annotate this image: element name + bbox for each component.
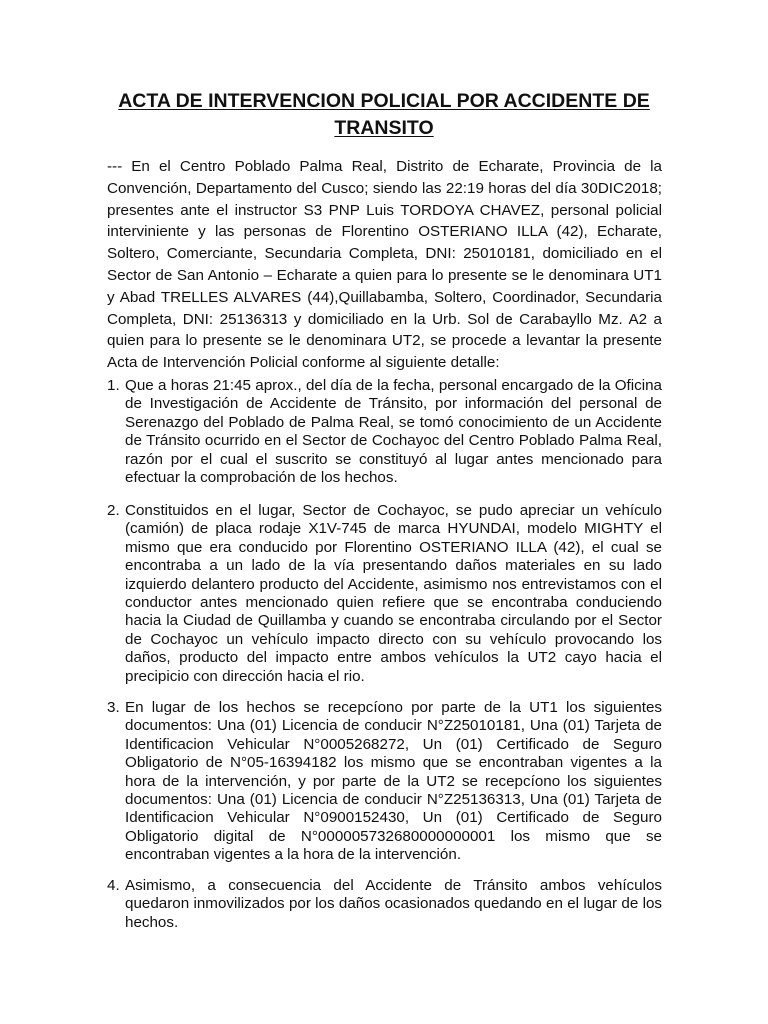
- list-item-text: Que a horas 21:45 aprox., del día de la fecha, personal encargado de la Oficina de Investigación de Accidente de Tránsito, por información del personal de Serenazgo del Poblado de Palma Real, se tomó conocimiento de un Accidente de Tránsito ocurrido en el Sector de Cochayoc del Centro Poblado Palma Real, razón por el cual el suscrito se constituyó al lugar antes mencionado para efectuar la comprobación de los hechos.: [125, 377, 662, 487]
- list-item-text: Constituidos en el lugar, Sector de Cochayoc, se pudo apreciar un vehículo (camión) de placa rodaje X1V-745 de marca HYUNDAI, modelo MIGHTY el mismo que era conducido por Florentino OSTERIANO ILLA (42), el cual se encontraba a un lado de la vía presentando daños materiales en su lado izquierdo delantero producto del Accidente, asimismo nos entrevistamos con el conductor antes mencionado quien refiere que se encontraba conduciendo hacia la Ciudad de Quillamba y cuando se encontraba circulando por el Sector de Cochayoc un vehículo impacto directo con su vehículo provocando los daños, producto del impacto entre ambos vehículos la UT2 cayo hacia el precipicio con dirección hacia el rio.: [125, 502, 662, 685]
- list-item-number: 3.: [107, 699, 120, 716]
- intro-paragraph: --- En el Centro Poblado Palma Real, Distrito de Echarate, Provincia de la Convención, Departamento del Cusco; siendo las 22:19 horas del día 30DIC2018; presentes ante el instructor S3 PNP Luis TORDOYA CHAVEZ, personal policial interviniente y las personas de Florentino OSTERIANO ILLA (42), Echarate, Soltero, Comerciante, Secundaria Completa, DNI: 25010181, domiciliado en el Sector de San Antonio – Echarate a quien para lo presente se le denominara UT1 y Abad TRELLES ALVARES (44),Quillabamba, Soltero, Coordinador, Secundaria Completa, DNI: 25136313 y domiciliado en la Urb. Sol de Carabayllo Mz. A2 a quien para lo presente se le denominara UT2, se procede a levantar la presente Acta de Intervención Policial conforme al siguiente detalle:: [107, 158, 662, 372]
- list-item-text: Asimismo, a consecuencia del Accidente de Tránsito ambos vehículos quedaron inmovilizados por los daños ocasionados quedando en el lugar de los hechos.: [125, 877, 662, 931]
- list-item-number: 1.: [107, 377, 120, 394]
- document-title: ACTA DE INTERVENCION POLICIAL POR ACCIDENTE DE TRANSITO: [118, 90, 650, 139]
- list-item-number: 2.: [107, 502, 120, 519]
- list-item: [107, 699, 662, 865]
- list-item: [107, 877, 662, 932]
- list-item: [107, 377, 662, 487]
- list-item: [107, 502, 662, 686]
- list-item-number: 4.: [107, 877, 120, 894]
- list-item-text: En lugar de los hechos se recepcíono por parte de la UT1 los siguientes documentos: Una (01) Licencia de conducir N°Z25010181, Una (01) Tarjeta de Identificacion Vehicular N°0005268272, Un (01) Certificado de Seguro Obligatorio de N°05-16394182 los mismo que se encontraban vigentes a la hora de la intervención, y por parte de la UT2 se recepcíono los siguientes documentos: Una (01) Licencia de conducir N°Z25136313, Una (01) Tarjeta de Identificacion Vehicular N°0900152430, Un (01) Certificado de Seguro Obligatorio digital de N°000005732680000000001 los mismo que se encontraban vigentes a la hora de la intervención.: [125, 699, 662, 864]
